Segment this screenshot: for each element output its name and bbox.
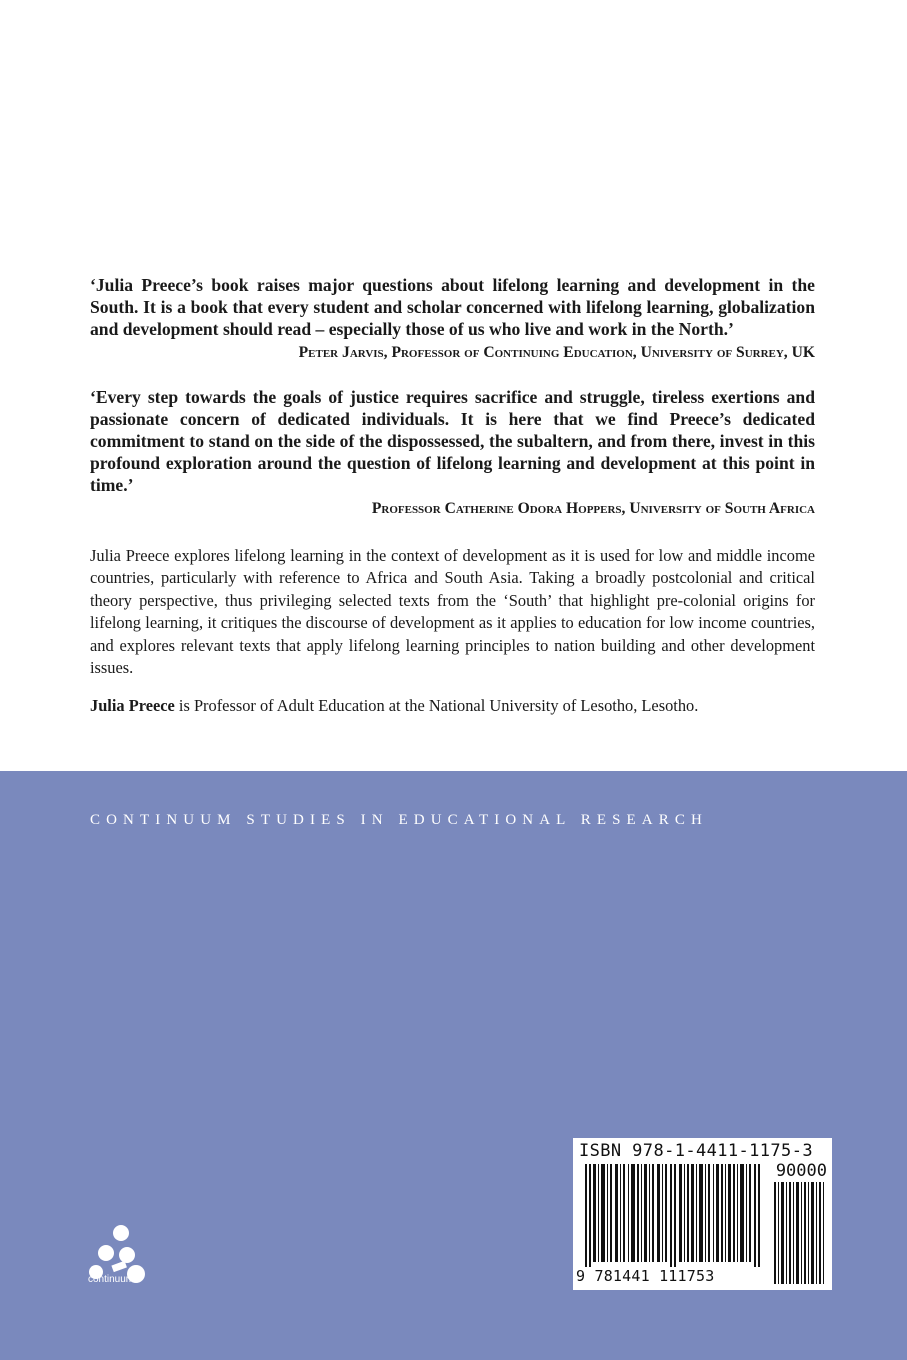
review-attribution-2: Professor Catherine Odora Hoppers, University of South Africa (371, 500, 815, 517)
back-cover-text (90, 274, 815, 717)
price-code: 90000 (775, 1161, 827, 1181)
review-quote-2: ‘Every step towards the goals of justice requires sacrifice and struggle, tireless exertions and passionate concern of dedicated individuals. It is here that we find Preece’s dedicated commitment to stand on the side of the dispossessed, the subaltern, and from there, invest in this profound exploration around the question of lifelong learning and development at this point in time.’ (90, 387, 815, 495)
author-bio (90, 695, 815, 717)
isbn-barcode (573, 1138, 832, 1290)
price-barcode-bars (772, 1182, 826, 1284)
review-attribution-1: Peter Jarvis, Professor of Continuing Education, University of Surrey, UK (298, 344, 815, 361)
review-quote-1: ‘Julia Preece’s book raises major questions about lifelong learning and development in the South. It is a book that every student and scholar concerned with lifelong learning, globalization and development should read – especially those of us who live and work in the North.’ (90, 275, 815, 339)
ean-digits: 9 781441 111753 (576, 1267, 774, 1285)
ean-barcode-bars (577, 1164, 771, 1268)
book-description: Julia Preece explores lifelong learning in the context of development as it is used for low and middle income countries, particularly with reference to Africa and South Asia. Taking a broadly postcolonial and critical theory perspective, thus privileging selected texts from the ‘South’ that highlight pre-colonial origins for lifelong learning, it critiques the discourse of development as it applies to education for low income countries, and explores relevant texts that apply lifelong learning principles to nation building and other development issues. (90, 546, 815, 678)
author-name: Julia Preece (90, 696, 175, 716)
series-title: CONTINUUM STUDIES IN EDUCATIONAL RESEARCH (90, 812, 708, 828)
author-bio-text: is Professor of Adult Education at the National University of Lesotho, Lesotho. (174, 696, 699, 716)
publisher-name: continuum (88, 1274, 135, 1285)
isbn-label: ISBN 978-1-4411-1175-3 (579, 1141, 813, 1161)
